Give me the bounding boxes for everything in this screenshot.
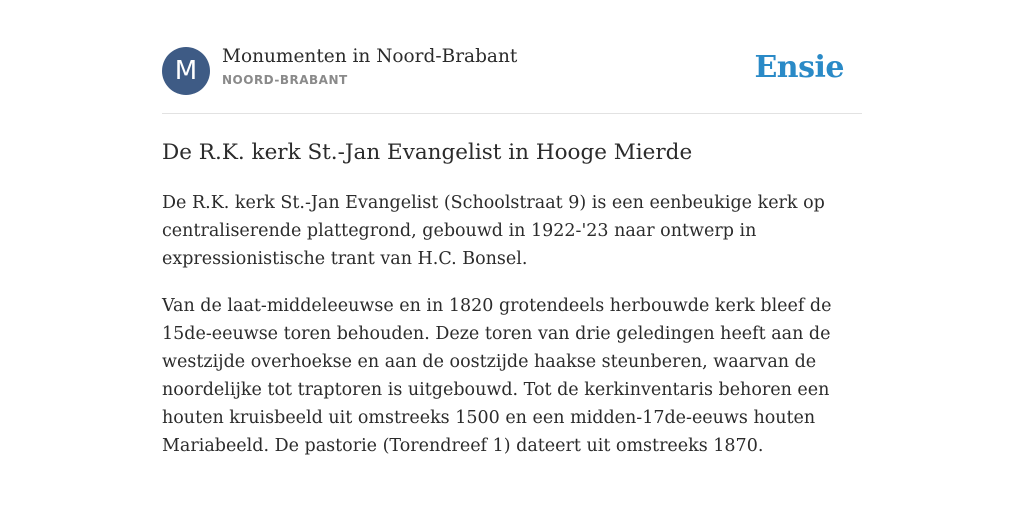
article-paragraph-1: De R.K. kerk St.-Jan Evangelist (Schoolstraat 9) is een eenbeukige kerk op centraliserende plattegrond, gebouwd in 1922-'23 naar ontwerp in expressionistische trant van H.C. Bonsel. [162, 193, 825, 269]
source-avatar[interactable]: M [162, 47, 210, 95]
article-title: De R.K. kerk St.-Jan Evangelist in Hooge Mierde [162, 140, 693, 165]
article-card [162, 0, 862, 460]
article-paragraph-2: Van de laat-middeleeuwse en in 1820 grotendeels herbouwde kerk bleef de 15de-eeuwse toren behouden. Deze toren van drie geledingen heeft aan de westzijde overhoekse en aan de oostzijde haakse steunberen, waarvan de noordelijke tot traptoren is uitgebouwd. Tot de kerkinventaris behoren een houten kruisbeeld uit omstreeks 1500 en een midden-17de-eeuws houten Mariabeeld. De pastorie (Torendreef 1) dateert uit omstreeks 1870. [162, 296, 832, 456]
ensie-logo[interactable]: Ensie [754, 50, 844, 85]
source-info [222, 46, 517, 87]
source-name-link[interactable]: Monumenten in Noord-Brabant [222, 46, 518, 67]
card-header [162, 0, 862, 114]
source-region: NOORD-BRABANT [222, 73, 348, 87]
